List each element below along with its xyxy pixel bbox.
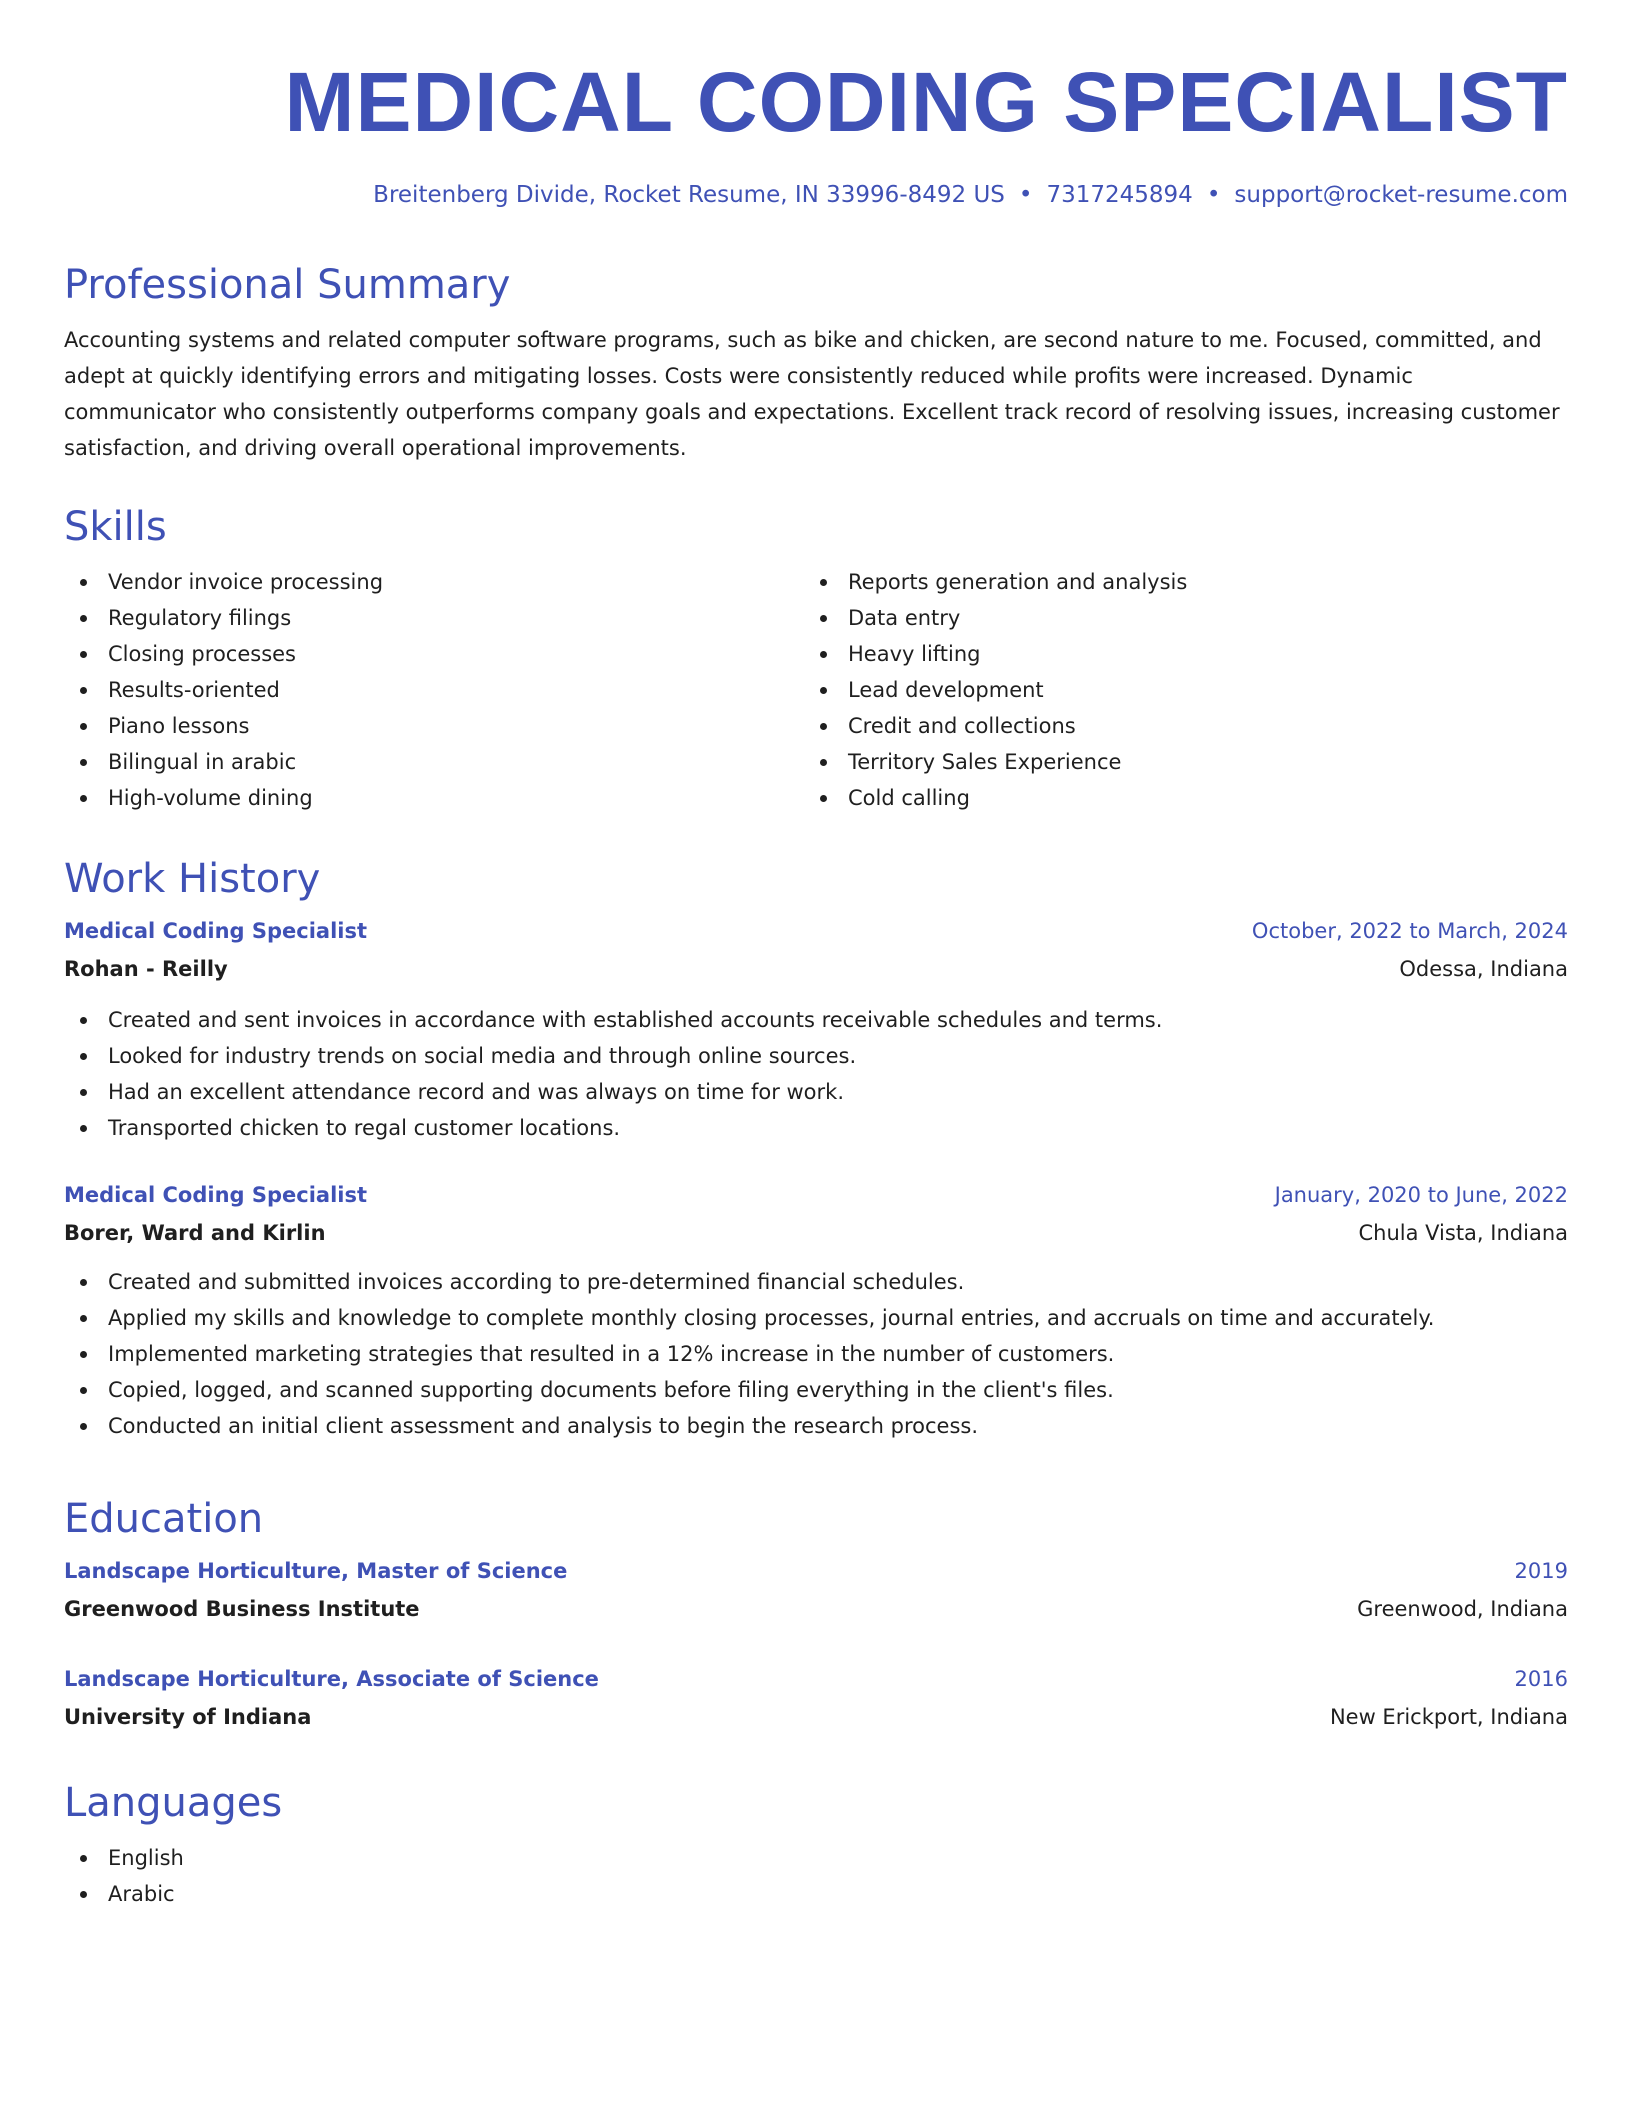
education-header-row — [64, 1552, 1568, 1590]
languages-section — [64, 1778, 1568, 1912]
skill-label: Lead development — [848, 678, 1044, 702]
bullet-dot — [80, 1017, 87, 1024]
bullet-dot — [80, 1855, 87, 1862]
skill-item — [64, 780, 804, 816]
skill-label: Results-oriented — [108, 678, 280, 702]
bullet-dot — [80, 1125, 87, 1132]
section-heading-languages: Languages — [64, 1780, 283, 1826]
bullet-dot — [80, 1387, 87, 1394]
skill-item — [804, 600, 1544, 636]
job-dates: January, 2020 to June, 2022 — [1274, 1183, 1568, 1207]
skills-list-right — [804, 564, 1544, 816]
job-title: Medical Coding Specialist — [64, 1183, 368, 1207]
job-employer: Borer, Ward and Kirlin — [64, 1221, 326, 1245]
skills-columns — [64, 564, 1568, 816]
contact-address: Breitenberg Divide, Rocket Resume, IN 33996-8492 US — [373, 182, 1005, 208]
skill-label: Vendor invoice processing — [108, 570, 384, 594]
section-heading-skills: Skills — [64, 504, 167, 550]
job-bullet-text: Copied, logged, and scanned supporting documents before filing everything in the client's files. — [108, 1378, 1114, 1402]
language-item — [64, 1876, 1568, 1912]
skill-label: Data entry — [848, 606, 961, 630]
bullet-dot — [80, 579, 87, 586]
job-bullet — [64, 1110, 1568, 1146]
job-entry — [64, 1176, 1568, 1444]
skill-item — [804, 564, 1544, 600]
job-bullet — [64, 1074, 1568, 1110]
job-bullet-text: Had an excellent attendance record and was always on time for work. — [108, 1080, 845, 1104]
job-employer-row — [64, 950, 1568, 988]
job-bullet — [64, 1336, 1568, 1372]
bullet-dot — [80, 1423, 87, 1430]
bullet-dot — [820, 687, 827, 694]
job-location: Odessa, Indiana — [1399, 957, 1568, 981]
job-bullet-text: Created and submitted invoices according to pre-determined financial schedules. — [108, 1270, 965, 1294]
job-entry — [64, 912, 1568, 1146]
education-location: New Erickport, Indiana — [1329, 1705, 1568, 1729]
language-label: English — [108, 1846, 184, 1870]
bullet-dot — [820, 579, 827, 586]
skill-label: Closing processes — [108, 642, 296, 666]
skill-label: Credit and collections — [848, 714, 1076, 738]
job-bullet-text: Created and sent invoices in accordance with established accounts receivable schedules and terms. — [108, 1008, 1163, 1032]
language-label: Arabic — [108, 1882, 175, 1906]
job-bullet-text: Implemented marketing strategies that resulted in a 12% increase in the number of customers. — [108, 1342, 1115, 1366]
education-school-row — [64, 1590, 1568, 1628]
skill-item — [64, 672, 804, 708]
work-section — [64, 854, 1568, 1444]
bullet-dot — [820, 651, 827, 658]
education-school: University of Indiana — [64, 1705, 312, 1729]
job-dates: October, 2022 to March, 2024 — [1251, 919, 1568, 943]
job-bullet — [64, 1264, 1568, 1300]
job-bullet-text: Applied my skills and knowledge to complete monthly closing processes, journal entries, and accruals on time and accurately. — [108, 1306, 1435, 1330]
bullet-dot — [80, 795, 87, 802]
separator-dot: • — [1018, 182, 1033, 208]
bullet-dot — [80, 615, 87, 622]
job-bullet — [64, 1002, 1568, 1038]
education-section — [64, 1494, 1568, 1736]
section-heading-education: Education — [64, 1496, 264, 1542]
skill-label: Regulatory filings — [108, 606, 292, 630]
bullet-dot — [820, 759, 827, 766]
skills-list-left — [64, 564, 804, 816]
bullet-dot — [80, 759, 87, 766]
section-heading-summary: Professional Summary — [64, 262, 511, 308]
skill-item — [64, 708, 804, 744]
separator-dot: • — [1206, 182, 1221, 208]
job-bullet-text: Transported chicken to regal customer locations. — [108, 1116, 621, 1140]
skills-section — [64, 502, 1568, 816]
skill-item — [64, 600, 804, 636]
education-degree: Landscape Horticulture, Associate of Science — [64, 1667, 599, 1691]
bullet-dot — [80, 1315, 87, 1322]
job-header-row — [64, 912, 1568, 950]
bullet-dot — [80, 1279, 87, 1286]
summary-section — [64, 260, 1568, 466]
skill-label: Cold calling — [848, 786, 970, 810]
education-degree: Landscape Horticulture, Master of Science — [64, 1559, 568, 1583]
bullet-dot — [80, 1053, 87, 1060]
bullet-dot — [80, 1891, 87, 1898]
education-location: Greenwood, Indiana — [1357, 1597, 1568, 1621]
skill-label: High-volume dining — [108, 786, 313, 810]
skill-item — [64, 636, 804, 672]
language-item — [64, 1840, 1568, 1876]
job-bullets — [64, 1002, 1568, 1146]
job-header-row — [64, 1176, 1568, 1214]
section-heading-work: Work History — [64, 856, 321, 902]
bullet-dot — [80, 1089, 87, 1096]
contact-line — [373, 180, 1568, 210]
job-bullet-text: Looked for industry trends on social media and through online sources. — [108, 1044, 857, 1068]
languages-list — [64, 1840, 1568, 1912]
bullet-dot — [820, 615, 827, 622]
skill-label: Reports generation and analysis — [848, 570, 1188, 594]
skill-item — [804, 708, 1544, 744]
contact-phone: 7317245894 — [1046, 182, 1193, 208]
job-bullet — [64, 1038, 1568, 1074]
job-bullet — [64, 1408, 1568, 1444]
education-year: 2016 — [1514, 1667, 1568, 1691]
job-bullet — [64, 1300, 1568, 1336]
bullet-dot — [820, 795, 827, 802]
resume-title: MEDICAL CODING SPECIALIST — [284, 55, 1568, 149]
skill-item — [804, 780, 1544, 816]
bullet-dot — [80, 651, 87, 658]
job-bullets — [64, 1264, 1568, 1444]
job-bullet-text: Conducted an initial client assessment and analysis to begin the research process. — [108, 1414, 979, 1438]
job-bullet — [64, 1372, 1568, 1408]
job-title: Medical Coding Specialist — [64, 919, 368, 943]
education-school-row — [64, 1698, 1568, 1736]
skill-item — [64, 564, 804, 600]
bullet-dot — [80, 723, 87, 730]
bullet-dot — [80, 1351, 87, 1358]
skill-label: Territory Sales Experience — [848, 750, 1122, 774]
education-entry — [64, 1660, 1568, 1736]
skill-item — [804, 636, 1544, 672]
contact-email: support@rocket-resume.com — [1234, 182, 1568, 208]
skill-label: Heavy lifting — [848, 642, 981, 666]
skill-item — [804, 744, 1544, 780]
job-employer-row — [64, 1214, 1568, 1252]
skill-label: Bilingual in arabic — [108, 750, 297, 774]
bullet-dot — [80, 687, 87, 694]
education-year: 2019 — [1514, 1559, 1568, 1583]
education-school: Greenwood Business Institute — [64, 1597, 420, 1621]
summary-text: Accounting systems and related computer software programs, such as bike and chicken, are second nature to me. Focused, committed, and adept at quickly identifying errors and mitigating losses. Costs were consistently reduced while profits were increased. Dynamic communicator who consistently outperforms company goals and expectations. Excellent track record of resolving issues, increasing customer satisfaction, and driving overall operational improvements. — [64, 328, 1560, 460]
bullet-dot — [820, 723, 827, 730]
job-location: Chula Vista, Indiana — [1358, 1221, 1568, 1245]
education-entry — [64, 1552, 1568, 1628]
skill-label: Piano lessons — [108, 714, 250, 738]
education-header-row — [64, 1660, 1568, 1698]
job-employer: Rohan - Reilly — [64, 957, 228, 981]
skill-item — [804, 672, 1544, 708]
skill-item — [64, 744, 804, 780]
